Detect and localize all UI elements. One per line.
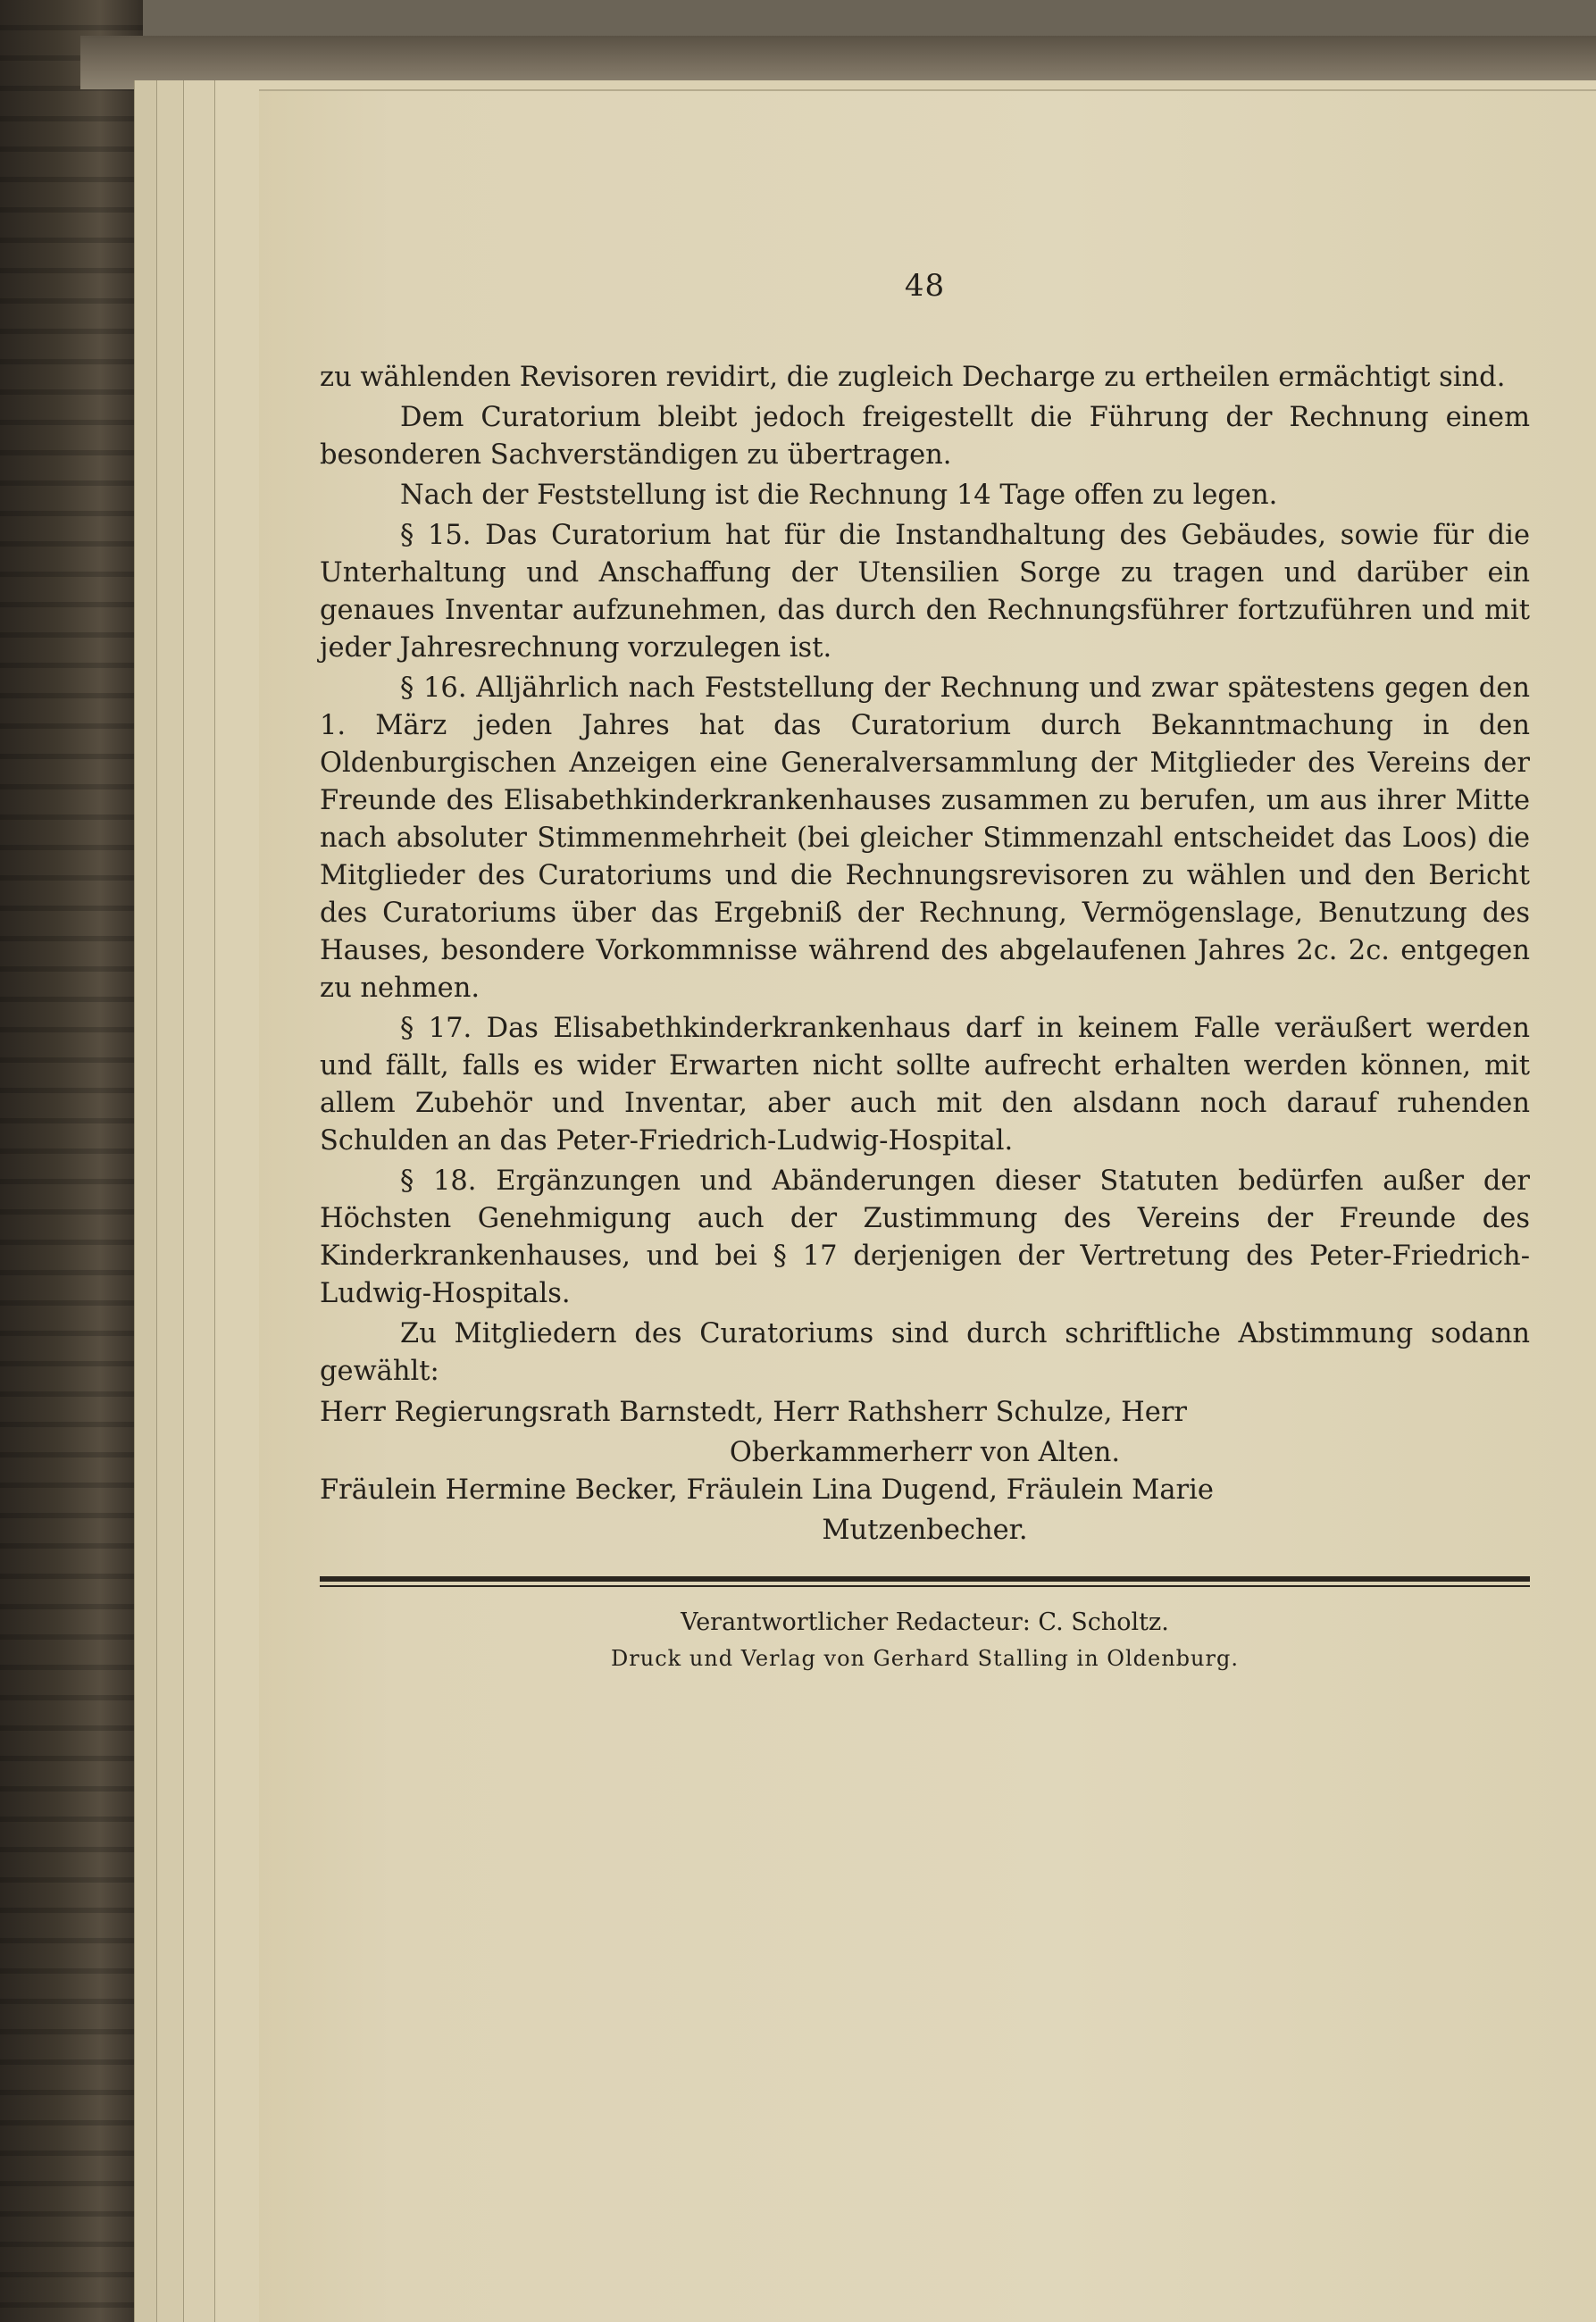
page-number: 48 [904,268,946,304]
paragraph: zu wählenden Revisoren revidirt, die zugleich Decharge zu ertheilen ermächtigt sind. [320,362,1506,393]
imprint [320,1605,1530,1676]
rule-thick [320,1576,1530,1582]
paragraph: Nach der Feststellung ist die Rechnung 14 Tage offen zu legen. [400,480,1278,511]
paragraph-section-16: § 16. Alljährlich nach Feststellung der Rechnung und zwar spätestens gegen den 1. März jeden Jahres hat das Curatorium durch Bekanntmachung in den Oldenburgischen Anzeigen eine Generalversammlung der Mitglieder des Vereins der Freunde des Elisabethkinderkrankenhauses zusammen zu berufen, um aus ihrer Mitte nach absoluter Stimmenmehrheit (bei gleicher Stimmenzahl entscheidet das Loos) die Mitglieder des Curatoriums und die Rechnungsrevisoren zu wählen und den Bericht des Curatoriums über das Ergebniß der Rechnung, Vermögenslage, Benutzung des Hauses, besondere Vorkommnisse während des abgelaufenen Jahres 2c. 2c. entgegen zu nehmen. [320,672,1530,1004]
members-line-continuation: Mutzenbecher. [822,1515,1028,1546]
page-text-block [320,268,1530,1676]
editor-line: Verantwortlicher Redacteur: C. Scholtz. [681,1608,1169,1636]
paragraph: Dem Curatorium bleibt jedoch freigestellt die Führung der Rechnung einem besonderen Sachverständigen zu übertragen. [320,402,1530,471]
paragraph-section-18: § 18. Ergänzungen und Abänderungen dieser Statuten bedürfen außer der Höchsten Genehmigung auch der Zustimmung des Vereins der Freunde des Kinderkrankenhauses, und bei § 17 derjenigen der Vertretung des Peter-Friedrich-Ludwig-Hospitals. [320,1165,1530,1309]
paragraph-section-15: § 15. Das Curatorium hat für die Instandhaltung des Gebäudes, sowie für die Unterhaltung und Anschaffung der Utensilien Sorge zu tragen und darüber ein genaues Inventar aufzunehmen, das durch den Rechnungsführer fortzuführen und mit jeder Jahresrechnung vorzulegen ist. [320,520,1530,664]
rule-thin [320,1585,1530,1587]
curatorium-members-list [320,1394,1530,1549]
footer-rule [320,1576,1530,1589]
book-binding [0,0,143,2322]
printer-line: Druck und Verlag von Gerhard Stalling in Oldenburg. [611,1646,1239,1671]
members-line: Fräulein Hermine Becker, Fräulein Lina Dugend, Fräulein Marie [320,1474,1214,1506]
paragraph-section-17: § 17. Das Elisabethkinderkrankenhaus darf in keinem Falle veräußert werden und fällt, falls es wider Erwarten nicht sollte aufrecht erhalten werden können, mit allem Zubehör und Inventar, aber auch mit den alsdann noch darauf ruhenden Schulden an das Peter-Friedrich-Ludwig-Hospital. [320,1013,1530,1157]
members-line: Herr Regierungsrath Barnstedt, Herr Rathsherr Schulze, Herr [320,1397,1187,1428]
members-line-continuation: Oberkammerherr von Alten. [729,1437,1121,1468]
paragraph: Zu Mitgliedern des Curatoriums sind durch schriftliche Abstimmung sodann gewählt: [320,1318,1530,1387]
